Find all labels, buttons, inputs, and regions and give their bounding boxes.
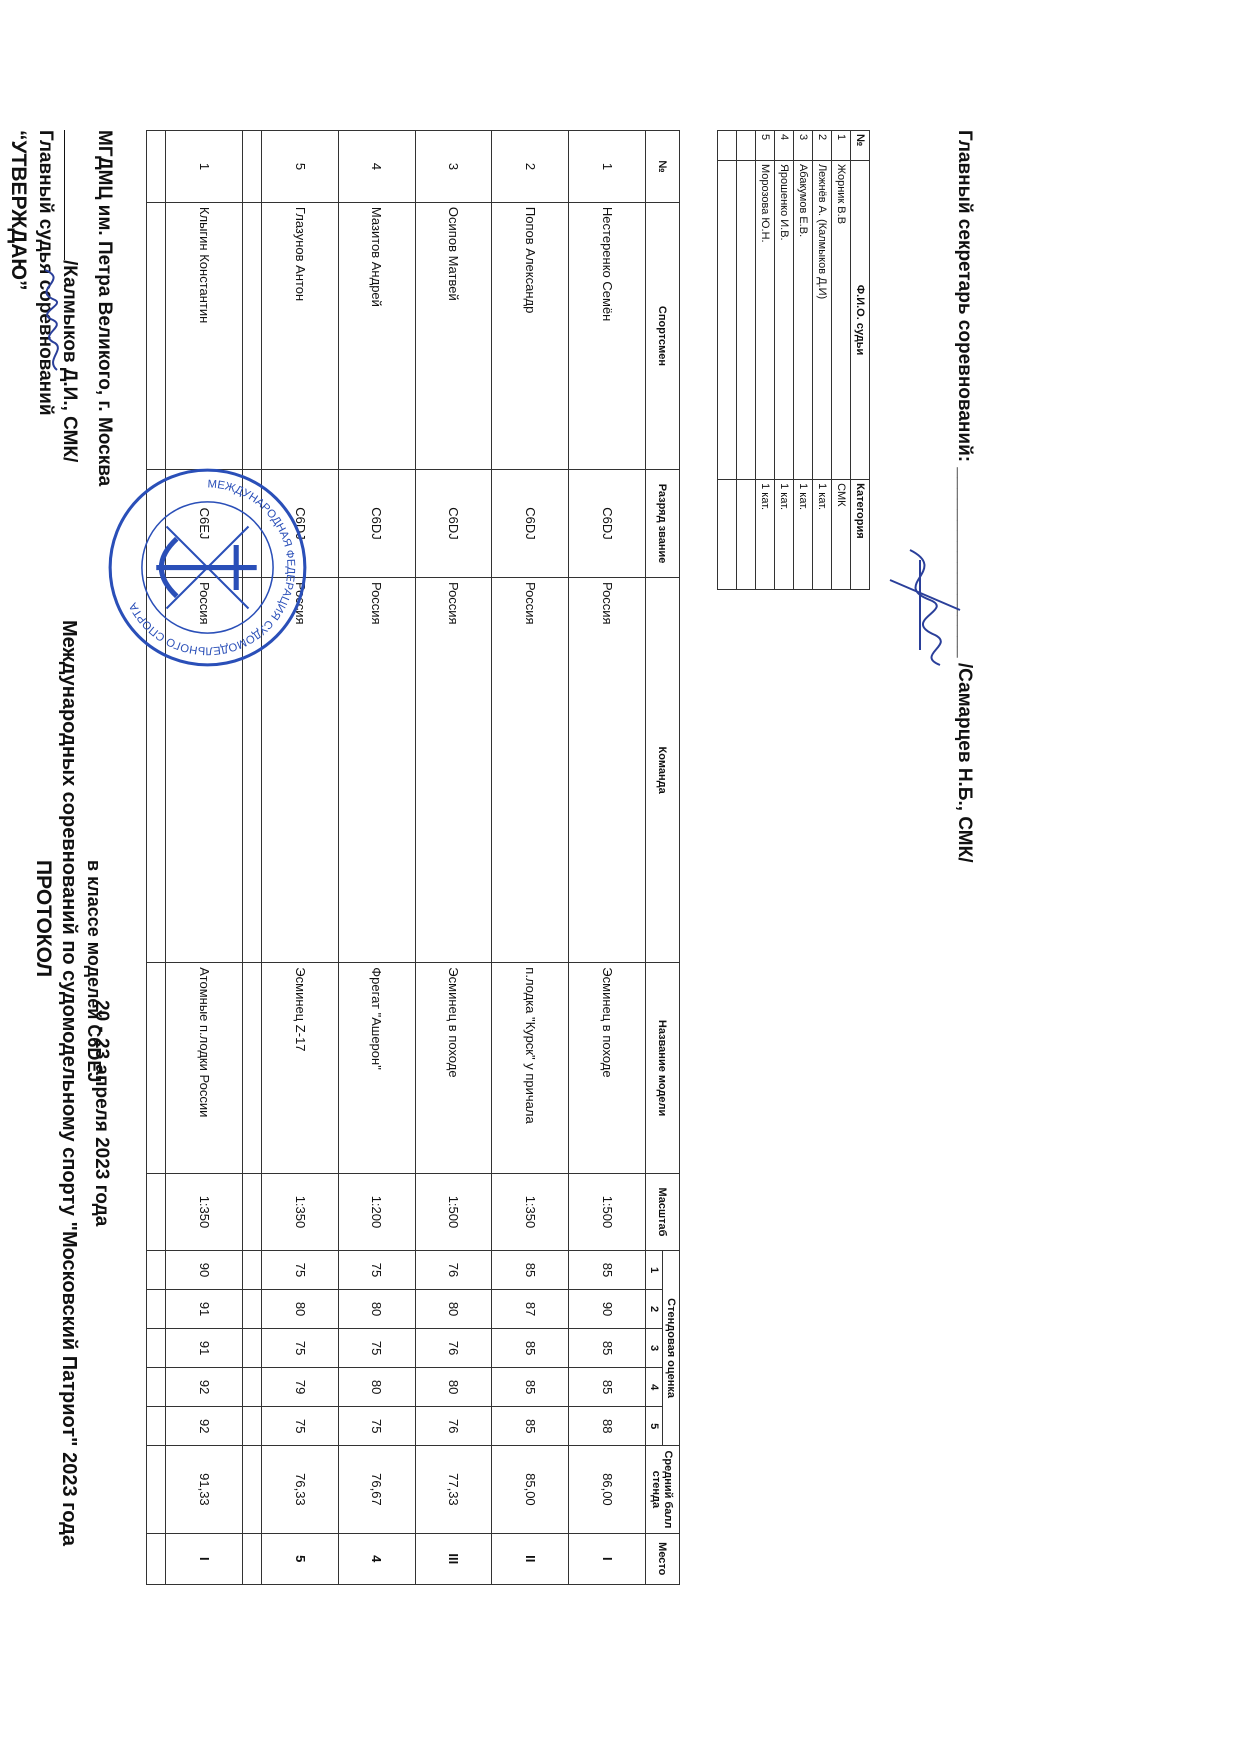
results-table	[146, 130, 680, 1585]
judge-cell-category: 1 кат.	[794, 480, 813, 590]
cell-j5: 75	[338, 1407, 415, 1446]
cell-j3: 91	[166, 1329, 243, 1368]
cell-rank: С6DJ	[338, 470, 415, 578]
judge-row	[737, 131, 756, 590]
cell-team: Россия	[166, 577, 243, 962]
cell-scale: 1:200	[338, 1173, 415, 1250]
judge-cell-name	[718, 160, 737, 479]
stamp-text: МЕЖДУНАРОДНАЯ ФЕДЕРАЦИЯ СУДОМОДЕЛЬНОГО СПОРТА	[127, 478, 297, 657]
cell-athlete: Клыгин Константин	[166, 202, 243, 469]
cell-j2: 80	[338, 1290, 415, 1329]
cell-j2	[242, 1290, 261, 1329]
protocol-dates: 20 - 23 апреля 2023 года	[91, 1000, 112, 1227]
cell-j3: 85	[492, 1329, 569, 1368]
header-stand-group: Стендовая оценка	[663, 1251, 680, 1446]
chief-judge-signature	[25, 265, 75, 375]
cell-scale: 1:350	[262, 1173, 339, 1250]
cell-j1: 75	[262, 1251, 339, 1290]
cell-j5	[147, 1407, 166, 1446]
cell-place: III	[415, 1533, 492, 1584]
secretary-label: Главный секретарь соревнований: __________________	[954, 130, 975, 658]
cell-j3	[242, 1329, 261, 1368]
cell-athlete: Нестеренко Семён	[569, 202, 646, 469]
chief-judge-label: Главный судья соревнований	[35, 130, 56, 416]
header-judge-3: 3	[646, 1329, 663, 1368]
secretary-line	[953, 130, 975, 863]
judge-row	[775, 131, 794, 590]
cell-scale: 1:500	[569, 1173, 646, 1250]
judges-header-category: Категория	[851, 480, 870, 590]
judge-cell-name: Абакумов Е.В.	[794, 160, 813, 479]
cell-place: II	[492, 1533, 569, 1584]
judge-row	[794, 131, 813, 590]
cell-avg: 77,33	[415, 1446, 492, 1533]
header-judge-2: 2	[646, 1290, 663, 1329]
cell-athlete: Осипов Матвей	[415, 202, 492, 469]
cell-athlete: Мазитов Андрей	[338, 202, 415, 469]
cell-j4: 80	[338, 1368, 415, 1407]
cell-model: Атомные п.лодки России	[166, 963, 243, 1174]
cell-avg	[242, 1446, 261, 1533]
cell-j2: 80	[415, 1290, 492, 1329]
cell-num: 1	[569, 131, 646, 203]
cell-j2: 80	[262, 1290, 339, 1329]
cell-j1: 75	[338, 1251, 415, 1290]
cell-j3: 75	[338, 1329, 415, 1368]
cell-athlete	[242, 202, 261, 469]
judge-cell-name	[737, 160, 756, 479]
cell-avg: 91,33	[166, 1446, 243, 1533]
header-team: Команда	[646, 577, 680, 962]
cell-avg: 86,00	[569, 1446, 646, 1533]
judge-cell-num: 1	[832, 131, 851, 161]
cell-athlete: Попов Александр	[492, 202, 569, 469]
cell-rank: С6DJ	[569, 470, 646, 578]
judges-header-num: №	[851, 131, 870, 161]
header-model: Название модели	[646, 963, 680, 1174]
cell-j3: 75	[262, 1329, 339, 1368]
header-avg: Средний балл стенда	[646, 1446, 680, 1533]
cell-num: 5	[262, 131, 339, 203]
judge-row	[756, 131, 775, 590]
cell-j4	[147, 1368, 166, 1407]
cell-model	[242, 963, 261, 1174]
cell-model	[147, 963, 166, 1174]
cell-rank: С6DJ	[415, 470, 492, 578]
judge-cell-name: Лежнёв А. (Калмыков Д.И)	[813, 160, 832, 479]
table-row	[147, 131, 166, 1585]
cell-team: Россия	[262, 577, 339, 962]
cell-j4: 79	[262, 1368, 339, 1407]
table-row	[242, 131, 261, 1585]
cell-num	[147, 131, 166, 203]
cell-rank: С6DJ	[492, 470, 569, 578]
secretary-name: /Самарцев Н.Б., СМК/	[954, 662, 975, 863]
cell-j2: 90	[569, 1290, 646, 1329]
cell-model: Эсминец в походе	[569, 963, 646, 1174]
cell-j2: 91	[166, 1290, 243, 1329]
cell-j1	[147, 1251, 166, 1290]
judge-row	[813, 131, 832, 590]
table-row	[262, 131, 339, 1585]
cell-j2: 87	[492, 1290, 569, 1329]
cell-j4: 92	[166, 1368, 243, 1407]
protocol-class: в классе моделей С6DЕJ	[84, 860, 104, 1083]
secretary-signature	[880, 540, 970, 670]
judges-table	[717, 130, 870, 590]
judge-cell-category: 1 кат.	[775, 480, 794, 590]
cell-athlete: Глазунов Антон	[262, 202, 339, 469]
header-judge-1: 1	[646, 1251, 663, 1290]
cell-j5: 88	[569, 1407, 646, 1446]
table-row	[166, 131, 243, 1585]
cell-j1	[242, 1251, 261, 1290]
cell-j3: 85	[569, 1329, 646, 1368]
table-row	[415, 131, 492, 1585]
cell-model: п.лодка "Курск" у причала	[492, 963, 569, 1174]
judge-cell-num: 4	[775, 131, 794, 161]
cell-scale	[242, 1173, 261, 1250]
cell-scale: 1:350	[166, 1173, 243, 1250]
cell-j4: 80	[415, 1368, 492, 1407]
cell-avg: 85,00	[492, 1446, 569, 1533]
cell-j1: 90	[166, 1251, 243, 1290]
cell-j5: 92	[166, 1407, 243, 1446]
cell-j4	[242, 1368, 261, 1407]
judge-cell-category	[718, 480, 737, 590]
judge-cell-category: СМК	[832, 480, 851, 590]
judge-cell-name: Жорник В.В	[832, 160, 851, 479]
judge-cell-num: 5	[756, 131, 775, 161]
cell-athlete	[147, 202, 166, 469]
cell-j1: 76	[415, 1251, 492, 1290]
judge-cell-name: Морозова Ю.Н.	[756, 160, 775, 479]
judge-cell-name: Ярошенко И.В.	[775, 160, 794, 479]
header-judge-5: 5	[646, 1407, 663, 1446]
cell-j4: 85	[569, 1368, 646, 1407]
protocol-event-name: Международных соревнований по судомодельному спорту "Московский Патриот" 2023 года	[58, 620, 80, 1546]
cell-avg: 76,67	[338, 1446, 415, 1533]
judge-row	[718, 131, 737, 590]
cell-j5: 75	[262, 1407, 339, 1446]
protocol-title: ПРОТОКОЛ	[32, 860, 55, 978]
header-athlete: Спортсмен	[646, 202, 680, 469]
cell-place	[147, 1533, 166, 1584]
cell-avg: 76,33	[262, 1446, 339, 1533]
table-row	[569, 131, 646, 1585]
cell-j5: 76	[415, 1407, 492, 1446]
judge-row	[832, 131, 851, 590]
cell-j3: 76	[415, 1329, 492, 1368]
header-scale: Масштаб	[646, 1173, 680, 1250]
cell-avg	[147, 1446, 166, 1533]
header-rank: Разряд звание	[646, 470, 680, 578]
cell-num: 2	[492, 131, 569, 203]
cell-num	[242, 131, 261, 203]
cell-place: I	[569, 1533, 646, 1584]
cell-place: 4	[338, 1533, 415, 1584]
cell-place: 5	[262, 1533, 339, 1584]
cell-j1: 85	[492, 1251, 569, 1290]
table-row	[338, 131, 415, 1585]
table-row	[492, 131, 569, 1585]
cell-num: 3	[415, 131, 492, 203]
cell-j3	[147, 1329, 166, 1368]
header-place: Место	[646, 1533, 680, 1584]
cell-j1: 85	[569, 1251, 646, 1290]
cell-team: Россия	[569, 577, 646, 962]
cell-rank: С6ЕJ	[166, 470, 243, 578]
cell-model: Фрегат "Ашерон"	[338, 963, 415, 1174]
cell-j5: 85	[492, 1407, 569, 1446]
judge-cell-category	[737, 480, 756, 590]
cell-scale: 1:350	[492, 1173, 569, 1250]
cell-rank: С6DJ	[262, 470, 339, 578]
chief-judge-name: /Калмыков Д.И., СМК/	[58, 130, 80, 462]
judge-cell-category: 1 кат.	[756, 480, 775, 590]
cell-team: Россия	[492, 577, 569, 962]
header-num: №	[646, 131, 680, 203]
cell-team: Россия	[415, 577, 492, 962]
federation-stamp	[105, 465, 310, 670]
cell-place: I	[166, 1533, 243, 1584]
judge-cell-num: 3	[794, 131, 813, 161]
judge-cell-num: 2	[813, 131, 832, 161]
cell-scale: 1:500	[415, 1173, 492, 1250]
cell-j5	[242, 1407, 261, 1446]
header-judge-4: 4	[646, 1368, 663, 1407]
cell-j4: 85	[492, 1368, 569, 1407]
cell-num: 4	[338, 131, 415, 203]
cell-team: Россия	[338, 577, 415, 962]
judge-cell-num	[737, 131, 756, 161]
judge-cell-num	[718, 131, 737, 161]
cell-model: Эсминец в походе	[415, 963, 492, 1174]
approval-title: “УТВЕРЖДАЮ”	[7, 130, 30, 291]
judge-cell-category: 1 кат.	[813, 480, 832, 590]
cell-place	[242, 1533, 261, 1584]
cell-model: Эсминец Z-17	[262, 963, 339, 1174]
cell-j2	[147, 1290, 166, 1329]
judges-header-name: Ф.И.О. судьи	[851, 160, 870, 479]
cell-num: 1	[166, 131, 243, 203]
organization: МГДМЦ им. Петра Великого, г. Москва	[94, 130, 115, 487]
cell-scale	[147, 1173, 166, 1250]
